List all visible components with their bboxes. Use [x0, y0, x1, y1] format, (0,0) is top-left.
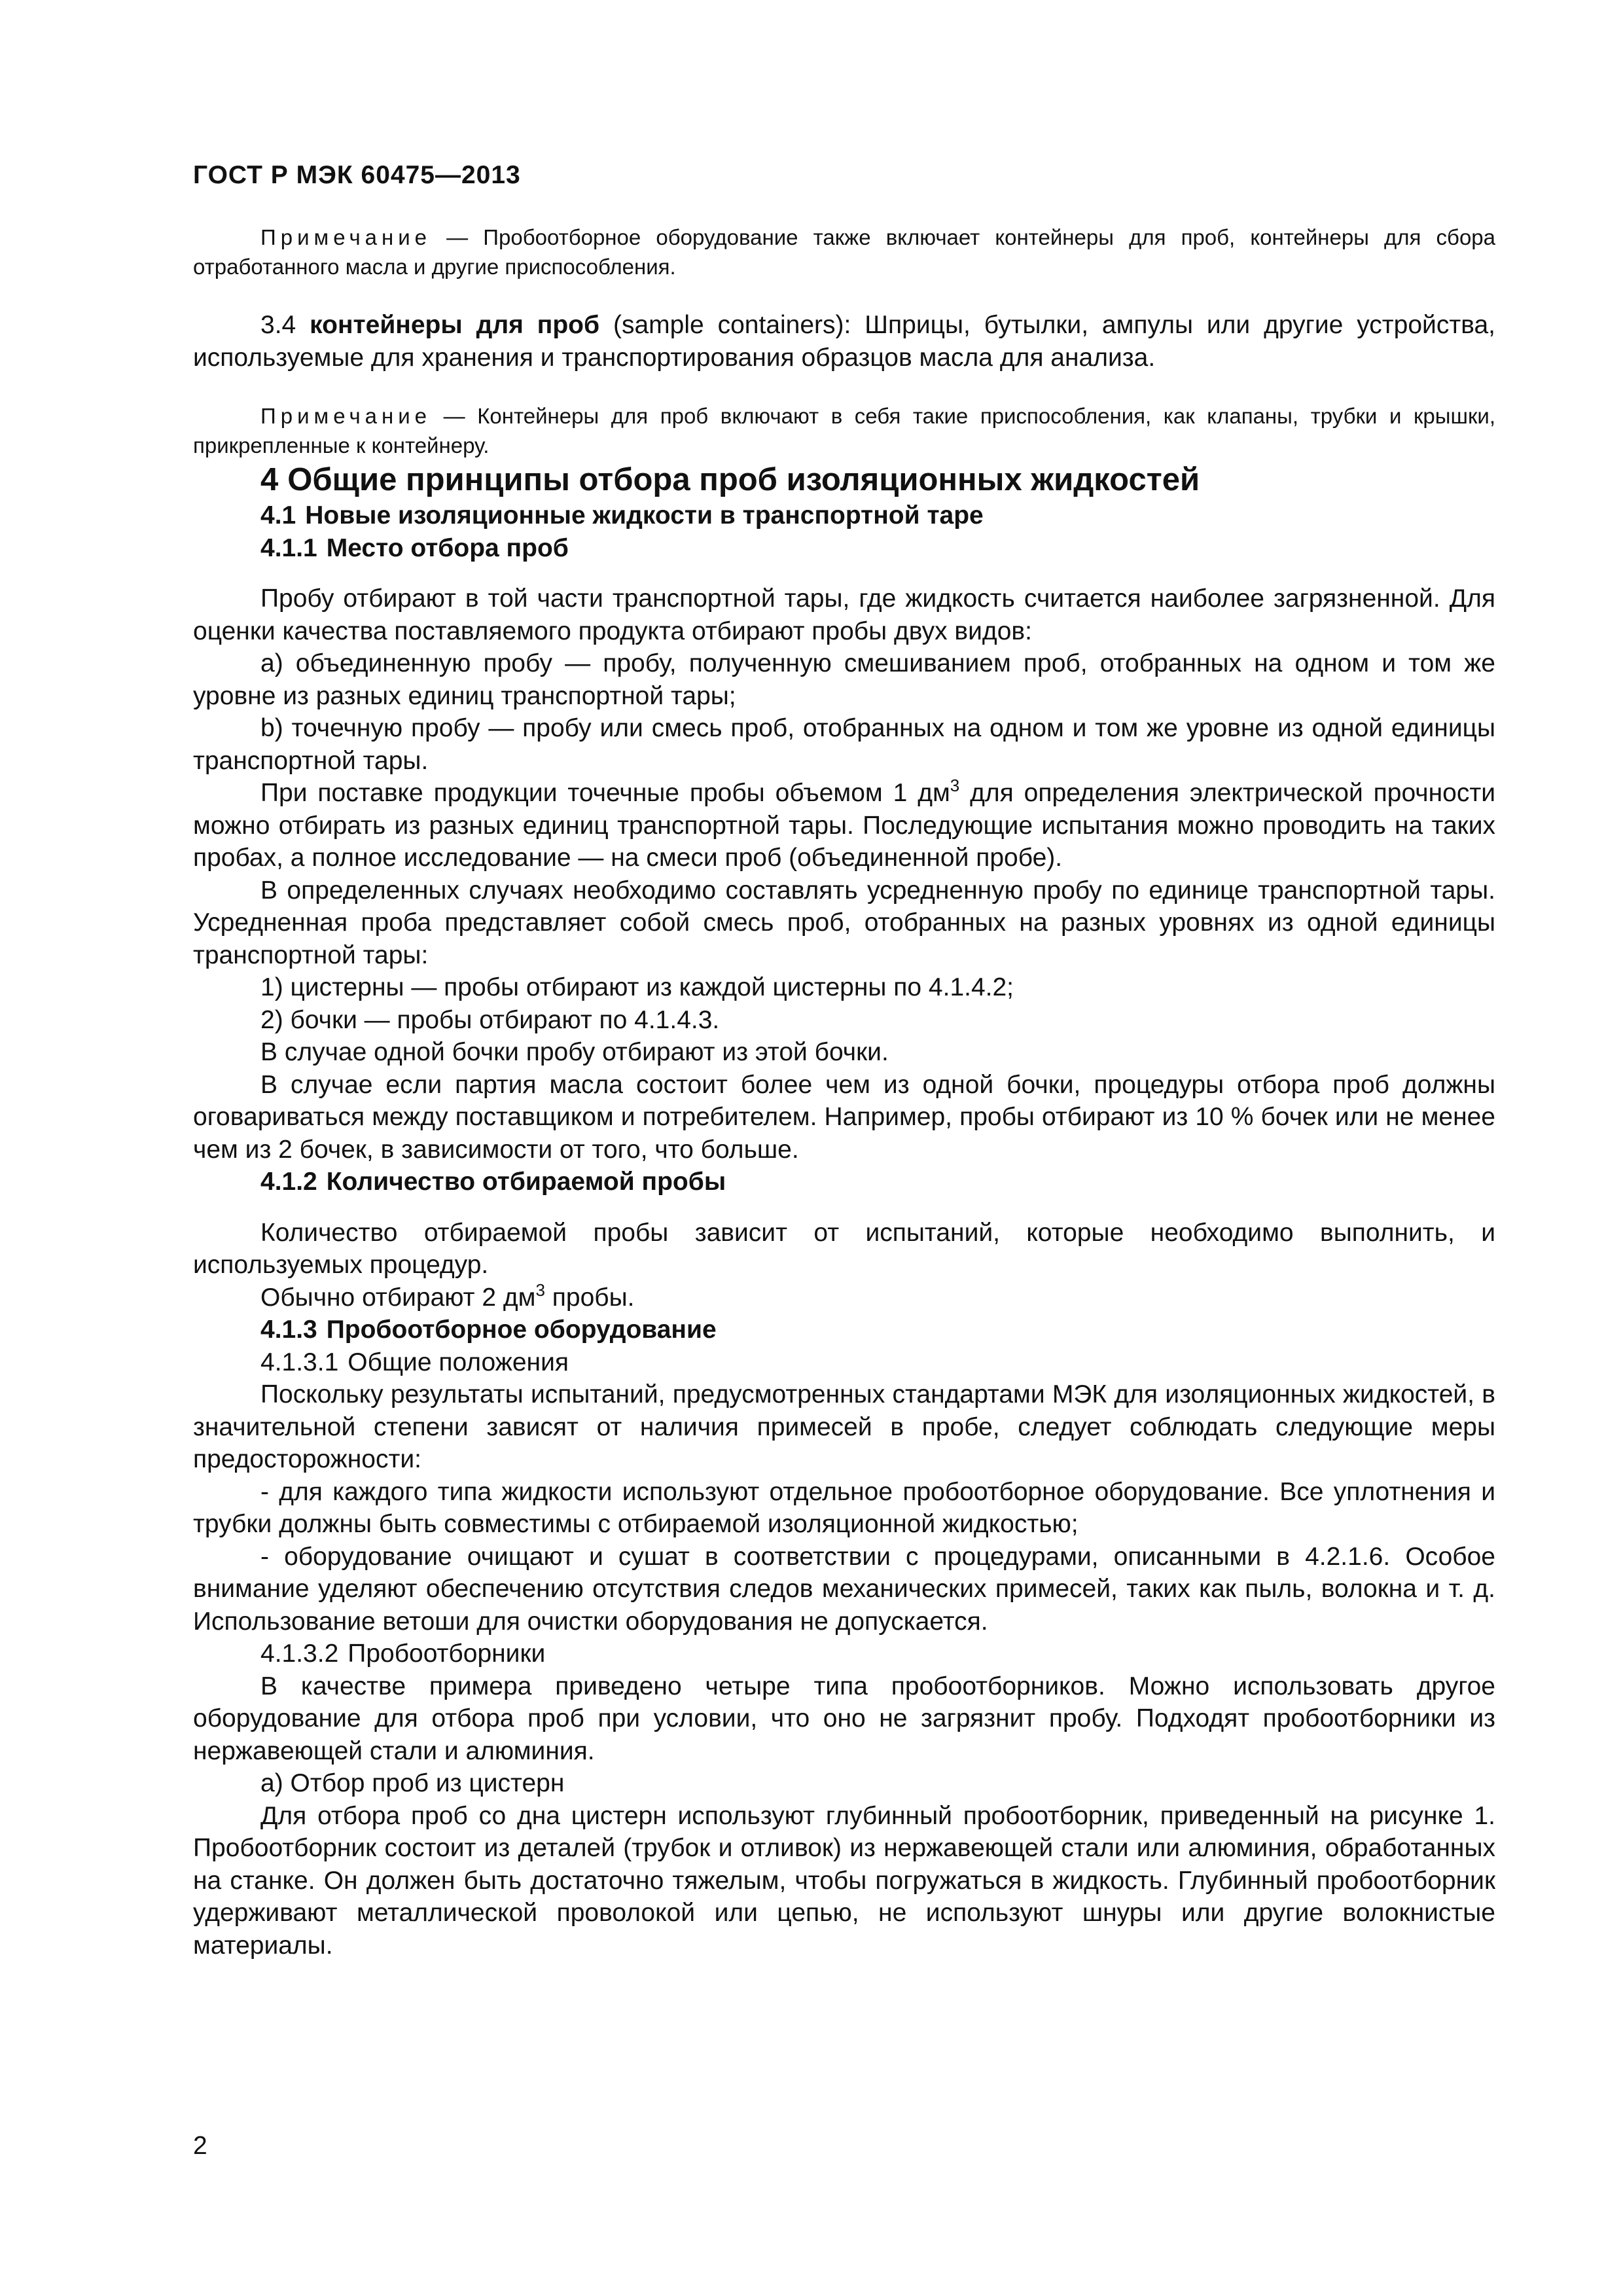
paragraph: [193, 1282, 1495, 1314]
dash-item: - оборудование очищают и сушат в соответствии с процедурами, описанными в 4.2.1.6. Особое внимание уделяют обеспечению отсутствия следов механических примесей, таких как пыль, волокна и т. д. Использование ветоши для очистки оборудования не допускается.: [193, 1542, 1495, 1636]
clause-number: 4.1.3: [260, 1316, 317, 1344]
paragraph: [193, 777, 1495, 874]
superscript: 3: [535, 1280, 545, 1300]
clause-4-1-3-heading: [193, 1314, 1495, 1346]
definition-text: (sample containers): Шприцы, бутылки, ампулы или другие устройства, используемые для хранения и транспортирования образцов масла для анализа.: [193, 311, 1495, 372]
text-part: При поставке продукции точечные пробы объемом 1 дм: [260, 779, 950, 807]
subclause-number: 4.1.3.2: [260, 1640, 339, 1668]
text-part: Обычно отбирают 2 дм: [260, 1283, 536, 1312]
subclause-title: Пробоотборники: [348, 1640, 546, 1668]
clause-4-1-2-heading: [193, 1166, 1495, 1198]
paragraph: Для отбора проб со дна цистерн используют глубинный пробоотборник, приведенный на рисунке 1. Пробоотборник состоит из деталей (трубок и отливок) из нержавеющей стали или алюминия, обработанных на станке. Он должен быть достаточно тяжелым, чтобы погружаться в жидкость. Глубинный пробоотборник удерживают металлической проволокой или цепью, не используют шнуры или другие волокнистые материалы.: [193, 1801, 1495, 1960]
definition-term: контейнеры для проб: [310, 311, 600, 339]
subclause-4-1-3-2-heading: [193, 1638, 1495, 1670]
subclause-4-1-3-1-heading: [193, 1346, 1495, 1379]
subsection-title: Новые изоляционные жидкости в транспортной таре: [305, 501, 984, 529]
list-item-2: 2) бочки — пробы отбирают по 4.1.4.3.: [260, 1005, 720, 1034]
section-number: 4: [260, 462, 279, 497]
clause-title: Пробоотборное оборудование: [326, 1316, 717, 1344]
paragraph: В определенных случаях необходимо составлять усредненную пробу по единице транспортной тары. Усредненная проба представляет собой смесь проб, отобранных на разных уровнях из одной единицы транспортной тары:: [193, 876, 1495, 969]
note-2: [193, 401, 1495, 460]
clause-title: Место отбора проб: [326, 533, 569, 562]
dash-item: - для каждого типа жидкости используют отдельное пробоотборное оборудование. Все уплотнения и трубки должны быть совместимы с отбираемой изоляционной жидкостью;: [193, 1477, 1495, 1538]
subclause-number: 4.1.3.1: [260, 1348, 339, 1376]
page-content: [193, 223, 1495, 1962]
paragraph: Пробу отбирают в той части транспортной тары, где жидкость считается наиболее загрязненной. Для оценки качества поставляемого продукта отбирают пробы двух видов:: [193, 584, 1495, 645]
page-number: 2: [193, 2132, 207, 2160]
list-item-1: 1) цистерны — пробы отбирают из каждой цистерны по 4.1.4.2;: [260, 973, 1014, 1001]
definition-number: 3.4: [260, 311, 296, 339]
subclause-title: Общие положения: [348, 1348, 569, 1376]
subsection-4-1-heading: [193, 499, 1495, 532]
definition-3-4: [193, 309, 1495, 374]
note-1: [193, 223, 1495, 281]
paragraph: В качестве примера приведено четыре типа пробоотборников. Можно использовать другое оборудование для отбора проб при условии, что оно не загрязнит пробу. Подходят пробоотборники из нержавеющей стали и алюминия.: [193, 1672, 1495, 1765]
list-item-b: b) точечную пробу — пробу или смесь проб, отобранных на одном и том же уровне из одной единицы транспортной тары.: [193, 714, 1495, 775]
document-header: ГОСТ Р МЭК 60475—2013: [193, 161, 521, 189]
section-title: Общие принципы отбора проб изоляционных жидкостей: [287, 462, 1200, 497]
note-text: — Контейнеры для проб включают в себя такие приспособления, как клапаны, трубки и крышки, прикрепленные к контейнеру.: [193, 404, 1496, 457]
list-item-a: а) Отбор проб из цистерн: [260, 1769, 565, 1797]
list-item-a: а) объединенную пробу — пробу, полученную смешиванием проб, отобранных на одном и том же уровне из разных единиц транспортной тары;: [193, 649, 1495, 710]
note-label: Примечание: [260, 404, 432, 428]
clause-title: Количество отбираемой пробы: [326, 1168, 726, 1196]
note-label: Примечание: [260, 225, 432, 249]
paragraph: Поскольку результаты испытаний, предусмотренных стандартами МЭК для изоляционных жидкостей, в значительной степени зависят от наличия примесей в пробе, следует соблюдать следующие меры предосторожности:: [193, 1380, 1495, 1473]
paragraph: В случае одной бочки пробу отбирают из этой бочки.: [260, 1038, 889, 1066]
subsection-number: 4.1: [260, 501, 296, 529]
clause-number: 4.1.2: [260, 1168, 317, 1196]
section-4-heading: [193, 460, 1495, 499]
paragraph: В случае если партия масла состоит более чем из одной бочки, процедуры отбора проб должны оговариваться между поставщиком и потребителем. Например, пробы отбирают из 10 % бочек или не менее чем из 2 бочек, в зависимости от того, что больше.: [193, 1070, 1495, 1164]
text-part: для определения электрической прочности можно отбирать из разных единиц транспортной тары. Последующие испытания можно проводить на таких пробах, а полное исследование — на смеси проб (объединенной пробе).: [193, 779, 1495, 872]
note-text: — Пробоотборное оборудование также включает контейнеры для проб, контейнеры для сбора отработанного масла и другие приспособления.: [193, 225, 1496, 279]
paragraph: Количество отбираемой пробы зависит от испытаний, которые необходимо выполнить, и используемых процедур.: [193, 1218, 1495, 1279]
clause-4-1-1-heading: [193, 532, 1495, 565]
text-part: пробы.: [544, 1283, 635, 1312]
clause-number: 4.1.1: [260, 533, 317, 562]
superscript: 3: [950, 776, 960, 795]
